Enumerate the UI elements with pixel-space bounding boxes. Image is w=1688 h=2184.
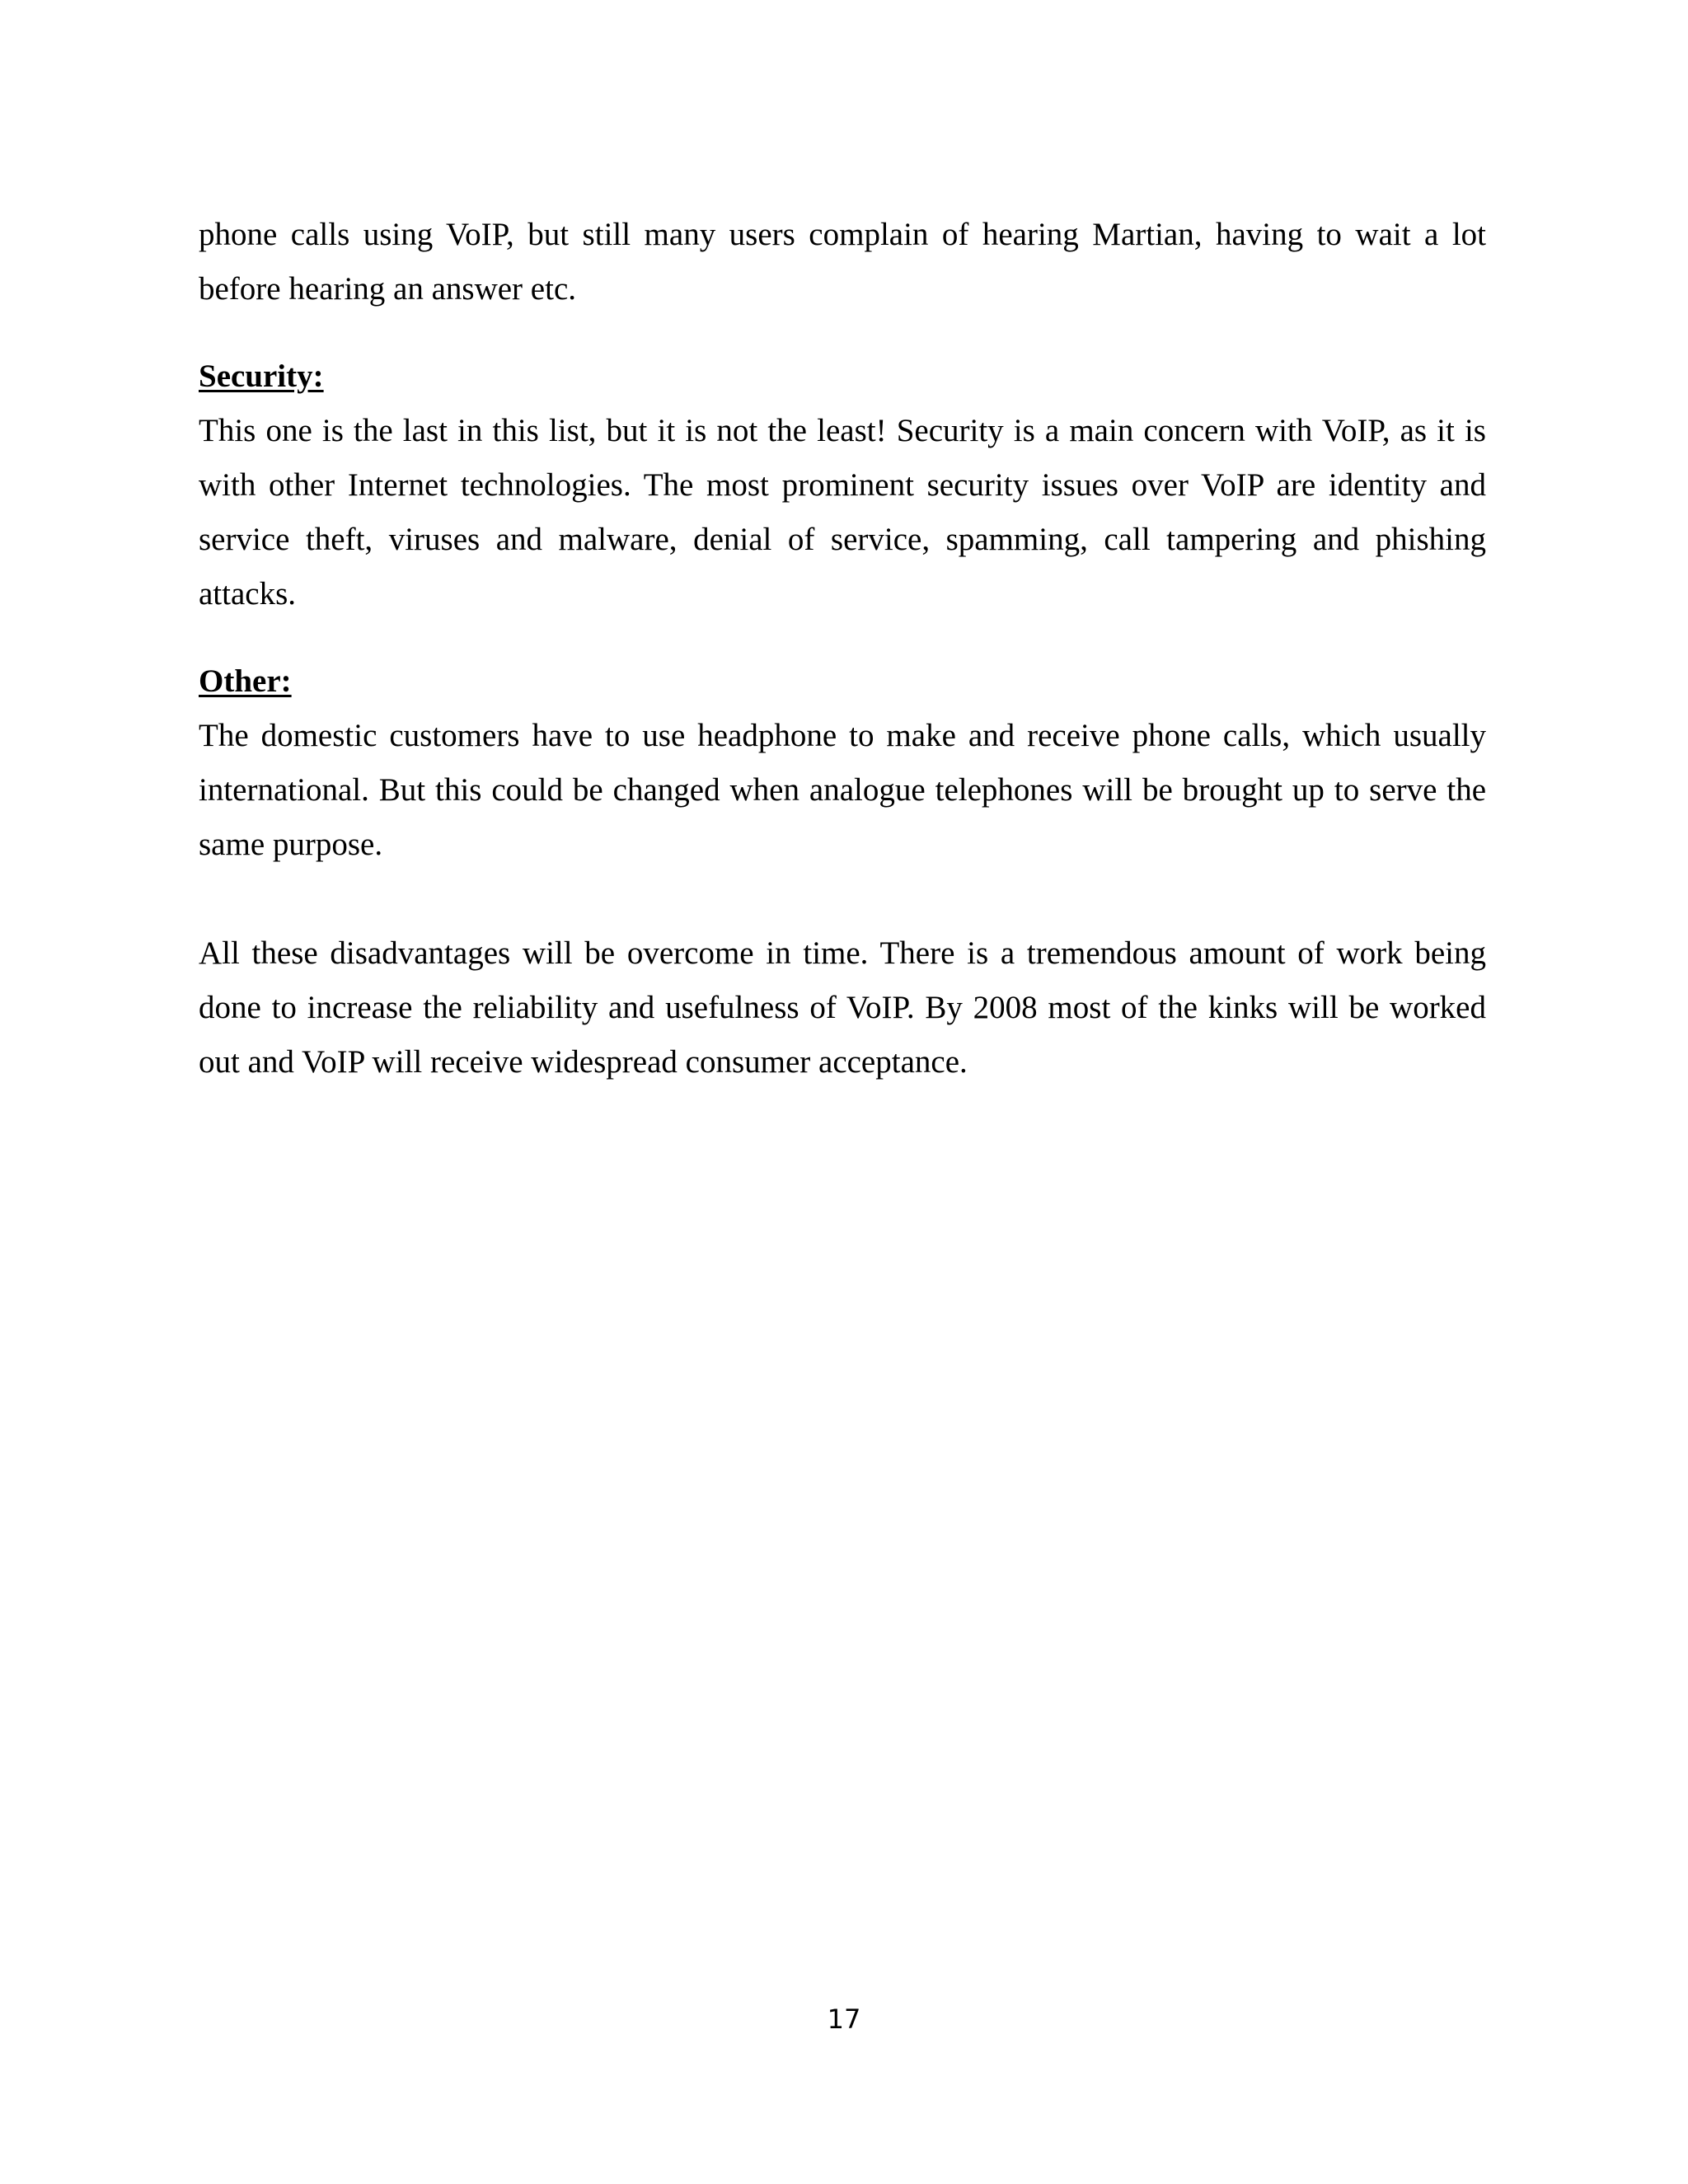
closing-paragraph: All these disadvantages will be overcome in time. There is a tremendous amount of work being done to increase the reliability and usefulness of VoIP. By 2008 most of the kinks will be worked out and VoIP will receive widespread consumer acceptance. — [199, 935, 1486, 1080]
section-spacer — [199, 872, 1486, 926]
page-number: 17 — [827, 2004, 861, 2035]
section-spacer — [199, 316, 1486, 349]
section-spacer — [199, 621, 1486, 654]
security-paragraph: This one is the last in this list, but it is not the least! Security is a main concern with VoIP, as it is with other Internet technologies. The most prominent security issues over VoIP are identity and service theft, viruses and malware, denial of service, spamming, call tampering and phishing attacks. — [199, 413, 1486, 612]
other-heading: Other: — [199, 663, 292, 699]
intro-paragraph: phone calls using VoIP, but still many users complain of hearing Martian, having to wait a lot before hearing an answer etc. — [199, 217, 1486, 307]
page-content — [199, 208, 1486, 1090]
security-heading: Security: — [199, 359, 324, 394]
other-paragraph: The domestic customers have to use headphone to make and receive phone calls, which usually international. But this could be changed when analogue telephones will be brought up to serve the same purpose. — [199, 718, 1486, 862]
